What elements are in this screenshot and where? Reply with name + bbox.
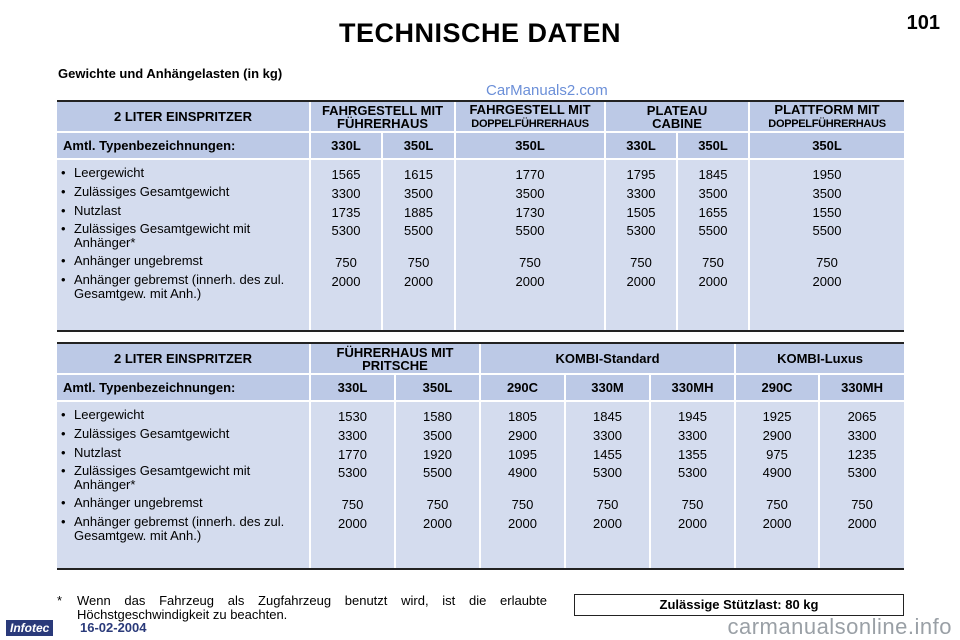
- watermark-link[interactable]: CarManuals2.com: [486, 82, 608, 99]
- row-label: Nutzlast: [74, 202, 121, 218]
- table-cell: 2000: [762, 516, 792, 532]
- table-cell: 3500: [698, 185, 728, 201]
- table-cell: 1735: [331, 204, 361, 220]
- table-cell: 1770: [515, 167, 545, 182]
- page-number: 101: [906, 12, 940, 34]
- table-cell: 975: [766, 446, 788, 462]
- weights-table-2: [57, 342, 904, 570]
- table-cell: 5500: [812, 223, 842, 239]
- row-label: Anhänger gebremst (innerh. des zul. Gesamtgew. mit Anh.): [74, 272, 285, 301]
- footer-date: 16-02-2004: [80, 620, 147, 635]
- table-cell: 1885: [404, 204, 433, 220]
- table1-type: 330L: [310, 132, 382, 159]
- table-cell: 750: [596, 497, 619, 513]
- table-cell: 1455: [593, 446, 622, 462]
- table-cell: 5500: [698, 223, 728, 239]
- table-cell: 5300: [338, 465, 367, 481]
- table-cell: 2000: [698, 274, 728, 290]
- table-cell: 750: [511, 497, 534, 513]
- table-cell: 1655: [698, 204, 728, 220]
- row-label: Anhänger ungebremst: [74, 495, 203, 511]
- table1-group-header-2: FAHRGESTELL MIT DOPPELFÜHRERHAUS: [455, 101, 605, 132]
- table2-column: [310, 401, 395, 569]
- table1-type: 350L: [455, 132, 605, 159]
- table2-engine-header: 2 LITER EINSPRITZER: [57, 343, 310, 374]
- table2-type-label: Amtl. Typenbezeichnungen:: [57, 374, 310, 401]
- table-cell: 5500: [515, 223, 545, 239]
- table1-type: 350L: [749, 132, 904, 159]
- table-cell: 1920: [423, 446, 452, 462]
- table-cell: 1095: [508, 446, 537, 462]
- table-cell: 1615: [404, 167, 433, 182]
- table2-column: [819, 401, 904, 569]
- table-cell: 3300: [331, 185, 361, 201]
- table2-type: 350L: [395, 374, 480, 401]
- table2-type: 290C: [735, 374, 819, 401]
- table2-group-header-3: KOMBI-Luxus: [735, 343, 904, 374]
- table1-row-labels: • Leergewicht • Zulässiges Gesamtgewicht • Nutzlast • Zulässiges Gesamtgewicht mit Anhänger* • Anhänger ungebremst • Anhänger gebremst (innerh. des zul. Gesamtgew. mit Anh.): [57, 159, 310, 331]
- table-cell: 1505: [626, 204, 656, 220]
- table-cell: 3500: [515, 185, 545, 201]
- table-cell: 2000: [626, 274, 656, 290]
- table-cell: 750: [335, 255, 357, 271]
- row-label: Anhänger ungebremst: [74, 253, 203, 269]
- table1-column: [310, 159, 382, 331]
- footnote-text: Wenn das Fahrzeug als Zugfahrzeug benutzt wird, ist die erlaubte Höchstgeschwindigkeit zu beachten.: [77, 593, 547, 622]
- table-cell: 1945: [678, 409, 707, 424]
- table-cell: 2900: [508, 427, 537, 443]
- table-cell: 750: [681, 497, 704, 513]
- table-cell: 4900: [762, 465, 792, 481]
- table2-row-labels: • Leergewicht • Zulässiges Gesamtgewicht • Nutzlast • Zulässiges Gesamtgewicht mit Anhänger* • Anhänger ungebremst • Anhänger gebremst (innerh. des zul. Gesamtgew. mit Anh.): [57, 401, 310, 569]
- table-cell: 1530: [338, 409, 367, 424]
- row-label: Nutzlast: [74, 444, 121, 460]
- table1-column: [382, 159, 455, 331]
- table1-engine-header: 2 LITER EINSPRITZER: [57, 101, 310, 132]
- table2-group-header-2: KOMBI-Standard: [480, 343, 735, 374]
- table-cell: 750: [341, 497, 364, 513]
- table-cell: 1730: [515, 204, 545, 220]
- table-cell: 5300: [626, 223, 656, 239]
- table-cell: 750: [519, 255, 541, 271]
- table-cell: 3300: [847, 427, 877, 443]
- table-cell: 5300: [678, 465, 707, 481]
- row-label: Zulässiges Gesamtgewicht: [74, 183, 230, 199]
- table-cell: 1805: [508, 409, 537, 424]
- table-cell: 5500: [404, 223, 433, 239]
- row-label: Leergewicht: [74, 165, 145, 180]
- table-cell: 3300: [593, 427, 622, 443]
- table-cell: 3500: [404, 185, 433, 201]
- table-cell: 2000: [423, 516, 452, 532]
- table-cell: 1565: [331, 167, 361, 182]
- section-subtitle: Gewichte und Anhängelasten (in kg): [58, 66, 283, 81]
- table2-column: [565, 401, 650, 569]
- table-cell: 2065: [847, 409, 877, 424]
- table2-type: 330M: [565, 374, 650, 401]
- table1-group-header-4: PLATTFORM MIT DOPPELFÜHRERHAUS: [749, 101, 904, 132]
- table1-column: [677, 159, 749, 331]
- table1-type: 330L: [605, 132, 677, 159]
- row-label: Anhänger gebremst (innerh. des zul. Gesamtgew. mit Anh.): [74, 514, 285, 543]
- table1-column: [455, 159, 605, 331]
- table-cell: 750: [426, 497, 449, 513]
- table-cell: 2000: [404, 274, 433, 290]
- table-cell: 2000: [812, 274, 842, 290]
- table-cell: 3500: [812, 185, 842, 201]
- table-cell: 5500: [423, 465, 452, 481]
- table-cell: 1550: [812, 204, 842, 220]
- table-cell: 5300: [847, 465, 877, 481]
- table-cell: 4900: [508, 465, 537, 481]
- table-cell: 3300: [678, 427, 707, 443]
- table-cell: 2000: [508, 516, 537, 532]
- table1-group-header-1: FAHRGESTELL MIT FÜHRERHAUS: [310, 101, 455, 132]
- footnote: [57, 594, 547, 622]
- table-cell: 1580: [423, 409, 452, 424]
- table-cell: 2000: [515, 274, 545, 290]
- table2-column: [735, 401, 819, 569]
- table-cell: 750: [816, 255, 838, 271]
- table-cell: 2900: [762, 427, 792, 443]
- table2-type: 330MH: [819, 374, 904, 401]
- table-cell: 750: [766, 497, 788, 513]
- weights-table-1: [57, 100, 904, 332]
- row-label: Zulässiges Gesamtgewicht mit Anhänger*: [74, 221, 251, 250]
- table-cell: 1235: [847, 446, 877, 462]
- table2-type: 330L: [310, 374, 395, 401]
- footnote-marker: *: [57, 593, 63, 608]
- table-cell: 2000: [593, 516, 622, 532]
- table1-column: [749, 159, 904, 331]
- table-cell: 750: [851, 497, 873, 513]
- row-label: Leergewicht: [74, 407, 145, 422]
- table2-group-header-1: FÜHRERHAUS MIT PRITSCHE: [310, 343, 480, 374]
- table-cell: 3500: [423, 427, 452, 443]
- table1-type: 350L: [382, 132, 455, 159]
- table-cell: 5300: [593, 465, 622, 481]
- table-cell: 5300: [331, 223, 361, 239]
- row-label: Zulässiges Gesamtgewicht mit Anhänger*: [74, 463, 251, 492]
- table-cell: 3300: [338, 427, 367, 443]
- table-cell: 1925: [762, 409, 792, 424]
- page-title: TECHNISCHE DATEN: [338, 18, 621, 48]
- infotec-logo: Infotec: [6, 620, 53, 636]
- table2-column: [480, 401, 565, 569]
- row-label: Zulässiges Gesamtgewicht: [74, 425, 230, 441]
- table-cell: 3300: [626, 185, 656, 201]
- table-cell: 1770: [338, 446, 367, 462]
- table-cell: 2000: [847, 516, 877, 532]
- table-cell: 1355: [678, 446, 707, 462]
- table1-column: [605, 159, 677, 331]
- table2-type: 330MH: [650, 374, 735, 401]
- table-cell: 1950: [812, 167, 842, 182]
- stuetzlast-box: Zulässige Stützlast: 80 kg: [574, 594, 904, 616]
- table-cell: 2000: [331, 274, 361, 290]
- table1-group-header-3: PLATEAU CABINE: [605, 101, 749, 132]
- footer-site-link[interactable]: carmanualsonline.info: [727, 614, 952, 639]
- table1-type-label: Amtl. Typenbezeichnungen:: [57, 132, 310, 159]
- table-cell: 1795: [626, 167, 656, 182]
- table-cell: 750: [702, 255, 724, 271]
- table-cell: 2000: [678, 516, 707, 532]
- table-cell: 750: [407, 255, 430, 271]
- table2-type: 290C: [480, 374, 565, 401]
- table-cell: 1845: [593, 409, 622, 424]
- table1-type: 350L: [677, 132, 749, 159]
- table2-column: [395, 401, 480, 569]
- table-cell: 1845: [698, 167, 728, 182]
- table-cell: 750: [630, 255, 652, 271]
- table2-column: [650, 401, 735, 569]
- table-cell: 2000: [338, 516, 367, 532]
